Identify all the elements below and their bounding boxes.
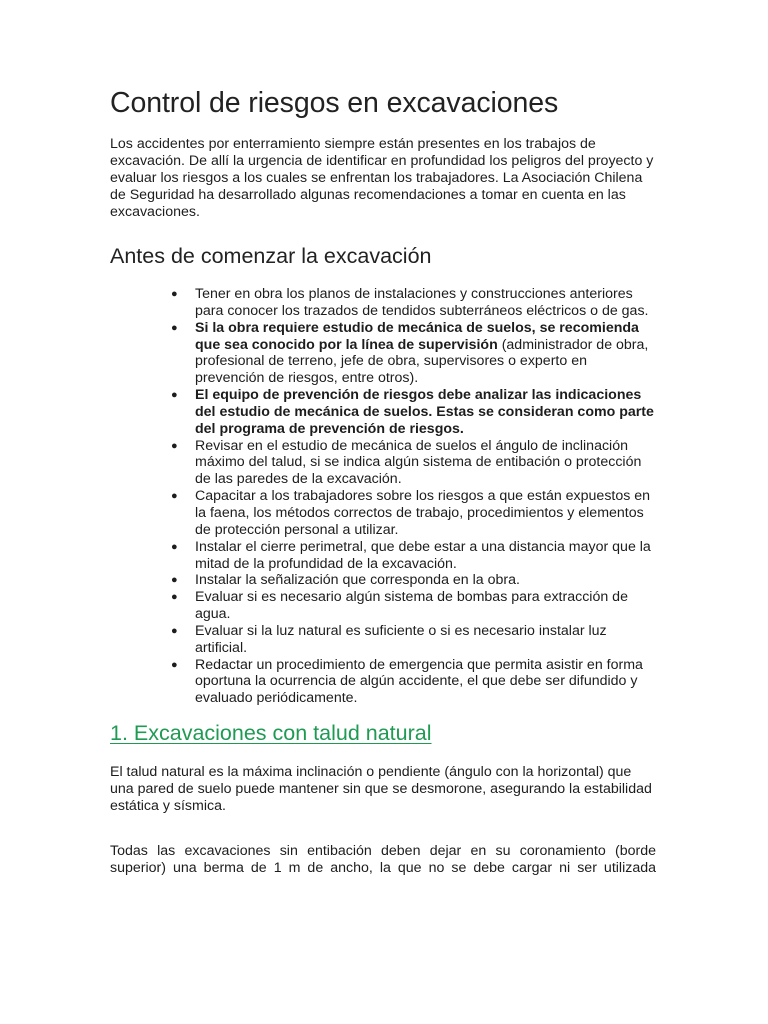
berma-paragraph: Todas las excavaciones sin entibación deben dejar en su coronamiento (borde superior) una berma de 1 m de ancho, la que no se debe cargar ni ser utilizada <box>110 843 656 877</box>
list-item <box>171 286 656 320</box>
list-item-text: (administrador de obra, profesional de terreno, jefe de obra, supervisores o experto en prevención de riesgos, entre otros). <box>195 336 649 387</box>
list-item <box>171 589 656 623</box>
intro-paragraph: Los accidentes por enterramiento siempre están presentes en los trabajos de excavación. De allí la urgencia de identificar en profundidad los peligros del proyecto y evaluar los riesgos a los cuales se enfrentan los trabajadores. La Asociación Chilena de Seguridad ha desarrollado algunas recomendaciones a tomar en cuenta en las excavaciones. <box>110 136 654 220</box>
precautions-list <box>110 286 656 707</box>
section-heading-antes: Antes de comenzar la excavación <box>110 244 432 268</box>
list-item-bold: Si la obra requiere estudio de mecánica de suelos, se recomienda que sea conocido por la línea de supervisión <box>195 319 639 353</box>
list-item-text: Instalar el cierre perimetral, que debe estar a una distancia mayor que la mitad de la profundidad de la excavación. <box>195 538 651 572</box>
list-item <box>171 572 656 589</box>
list-item-text: Tener en obra los planos de instalaciones y construcciones anteriores para conocer los trazados de tendidos subterráneos eléctricos o de gas. <box>195 286 649 319</box>
list-item-text: Revisar en el estudio de mecánica de suelos el ángulo de inclinación máximo del talud, si se indica algún sistema de entibación o protección de las paredes de la excavación. <box>195 437 642 488</box>
list-item-text: Instalar la señalización que corresponda en la obra. <box>195 572 520 589</box>
list-item-text: Redactar un procedimiento de emergencia que permita asistir en forma oportuna la ocurrencia de algún accidente, el que debe ser difundido y evaluado periódicamente. <box>195 656 643 707</box>
list-item <box>171 437 656 489</box>
bullet-icon: ● <box>171 321 178 334</box>
bullet-icon: ● <box>171 624 178 637</box>
bullet-icon: ● <box>171 574 178 587</box>
list-item <box>171 538 656 573</box>
bullet-icon: ● <box>171 540 178 553</box>
list-item-text: Evaluar si la luz natural es suficiente o si es necesario instalar luz artificial. <box>195 622 607 656</box>
list-item-text: Capacitar a los trabajadores sobre los riesgos a que están expuestos en la faena, los métodos correctos de trabajo, procedimientos y elementos de protección personal a utilizar. <box>195 488 651 538</box>
bullet-icon: ● <box>171 658 178 671</box>
list-item <box>171 622 656 657</box>
section-heading-talud-link[interactable]: 1. Excavaciones con talud natural <box>110 721 432 746</box>
bullet-icon: ● <box>171 389 178 402</box>
list-item-text: Evaluar si es necesario algún sistema de bombas para extracción de agua. <box>195 589 628 623</box>
bullet-icon: ● <box>171 490 178 503</box>
list-item <box>171 387 656 438</box>
document-content <box>110 84 656 877</box>
page-title: Control de riesgos en excavaciones <box>110 87 559 119</box>
bullet-icon: ● <box>171 591 178 604</box>
list-item-bold: El equipo de prevención de riesgos debe analizar las indicaciones del estudio de mecánica de suelos. Estas se consideran como parte del programa de prevención de riesgos. <box>195 387 654 437</box>
bullet-icon: ● <box>171 439 178 452</box>
talud-paragraph: El talud natural es la máxima inclinación o pendiente (ángulo con la horizontal) que una pared de suelo puede mantener sin que se desmorone, asegurando la estabilidad estática y sísmica. <box>110 764 652 815</box>
list-item <box>171 488 656 539</box>
list-item <box>171 319 656 387</box>
bullet-icon: ● <box>171 288 178 300</box>
list-item <box>171 656 656 708</box>
